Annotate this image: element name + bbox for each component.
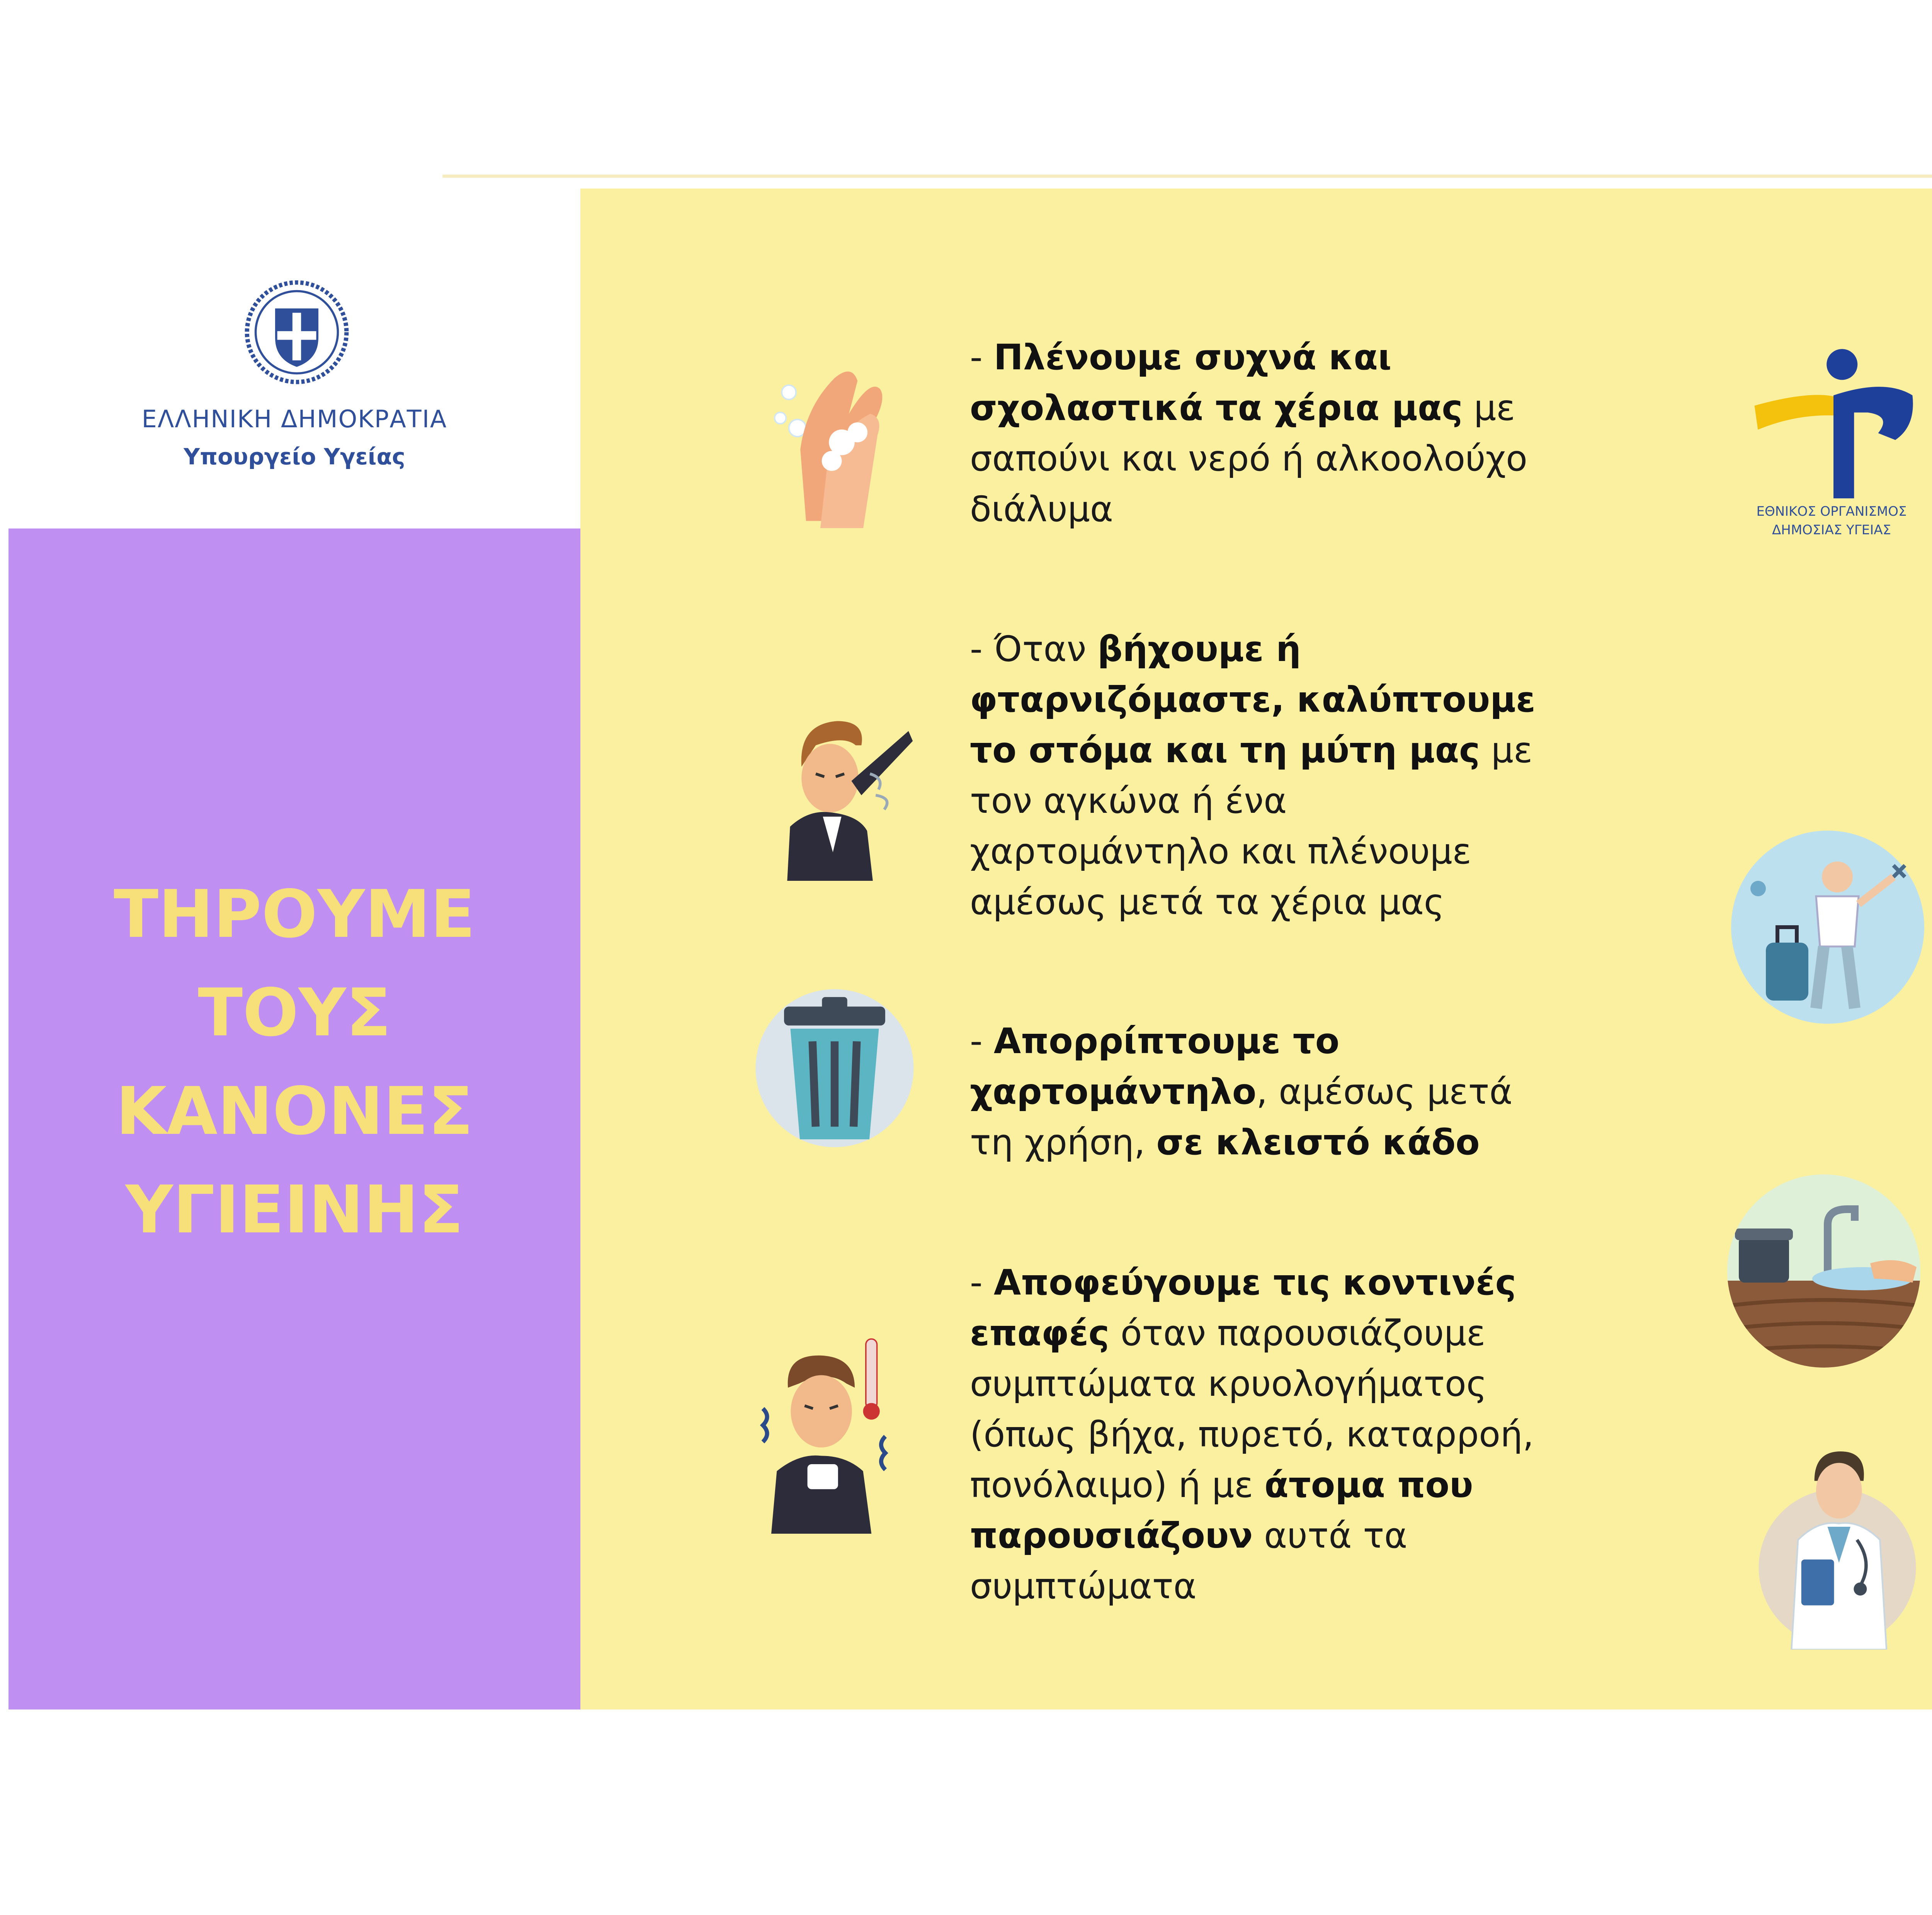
- country-name: ΕΛΛΗΝΙΚΗ ΔΗΜΟΚΡΑΤΙΑ: [141, 405, 447, 433]
- body-text: με σαπούνι και νερό ή αλκοολούχο διάλυμα: [970, 388, 1527, 530]
- ministry-name: Υπουργείο Υγείας: [184, 443, 405, 470]
- top-divider-line: [442, 175, 1932, 178]
- traveler-icon: [1731, 831, 1924, 1024]
- eody-caption-line-1: ΕΘΝΙΚΟΣ ΟΡΓΑΝΙΣΜΟΣ: [1756, 504, 1907, 519]
- rule-cough-sneeze: [970, 624, 1549, 928]
- kitchen-sink-icon: [1727, 1174, 1920, 1368]
- rule-avoid-contact: [970, 1257, 1549, 1612]
- eody-caption-line-2: ΔΗΜΟΣΙΑΣ ΥΓΕΙΑΣ: [1772, 522, 1891, 538]
- emphasized-text: άτομα που παρουσιάζουν: [970, 1465, 1473, 1556]
- emphasized-text: σε κλειστό κάδο: [1156, 1122, 1480, 1163]
- sneezing-person-icon: [773, 695, 916, 881]
- doctor-icon: [1754, 1445, 1920, 1650]
- body-text: - Όταν: [970, 629, 1098, 669]
- headline-line-3: ΚΑΝΟΝΕΣ: [116, 1073, 473, 1150]
- body-text: όταν παρουσιάζουμε συμπτώματα κρυολογήματος (όπως βήχα, πυρετό, καταρροή, πονόλαιμο) ή με: [970, 1313, 1534, 1505]
- headline: [9, 865, 580, 1259]
- emphasized-text: Πλένουμε συχνά και σχολαστικά τα χέρια μας: [970, 337, 1463, 428]
- body-text: αυτά τα συμπτώματα: [970, 1516, 1408, 1607]
- body-text: με τον αγκώνα ή ένα χαρτομάντηλο και πλένουμε αμέσως μετά τα χέρια μας: [970, 730, 1533, 923]
- greek-emblem-icon: [243, 278, 351, 386]
- body-text: -: [970, 1263, 994, 1303]
- rule-handwashing: [970, 332, 1549, 535]
- headline-line-1: ΤΗΡΟΥΜΕ: [114, 876, 475, 953]
- trash-bin-icon: [753, 981, 916, 1155]
- rule-dispose-tissue: [970, 1016, 1549, 1168]
- eody-logo-icon: [1747, 344, 1920, 498]
- emphasized-text: Απορρίπτουμε το χαρτομάντηλο: [970, 1021, 1340, 1112]
- body-text: -: [970, 337, 994, 378]
- handwashing-icon: [763, 348, 906, 537]
- emphasized-text: Αποφεύγουμε τις κοντινές επαφές: [970, 1263, 1516, 1354]
- eody-caption: [1731, 502, 1932, 539]
- emphasized-text: βήχουμε ή φταρνιζόμαστε, καλύπτουμε το στόμα και τη μύτη μας: [970, 629, 1536, 771]
- headline-line-4: ΥΓΙΕΙΝΗΣ: [125, 1172, 464, 1248]
- headline-line-2: ΤΟΥΣ: [198, 975, 391, 1051]
- sick-person-icon: [757, 1321, 896, 1538]
- body-text: -: [970, 1021, 994, 1062]
- body-text: , αμέσως μετά τη χρήση,: [970, 1072, 1513, 1163]
